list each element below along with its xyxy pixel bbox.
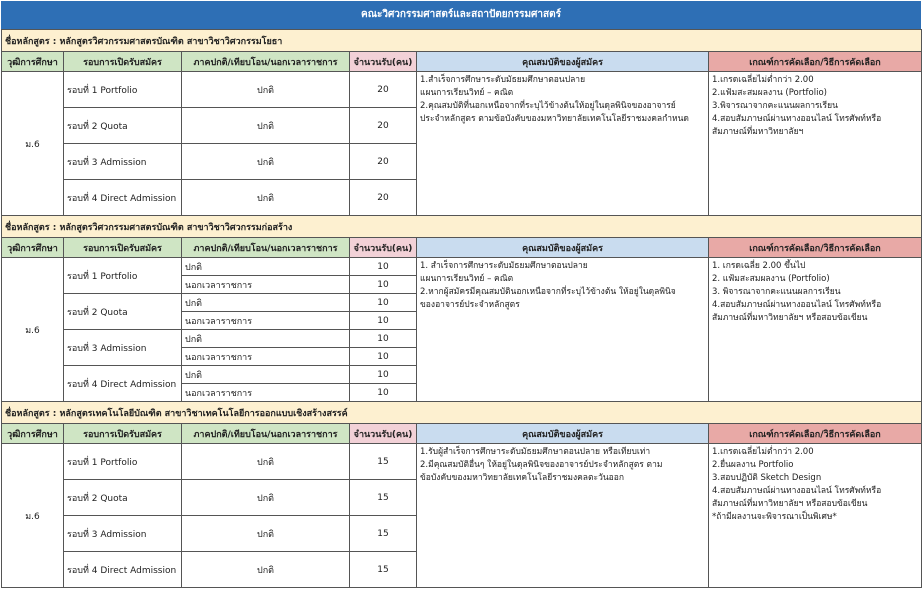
seats-cell: 10 bbox=[350, 384, 417, 402]
round-name-cell: รอบที่ 2 Quota bbox=[64, 108, 182, 144]
header-schedule-type: ภาคปกติ/เทียบโอน/นอกเวลาราชการ bbox=[182, 238, 350, 258]
schedule-type-cell: นอกเวลาราชการ bbox=[182, 384, 350, 402]
criteria-line: 3.พิจารณาจากคะแนนผลการเรียน bbox=[712, 101, 838, 111]
qualification-line: ข้อบังคับของมหาวิทยาลัยเทคโนโลยีราชมงคลตะวันออก bbox=[420, 473, 625, 483]
admission-table-body bbox=[2, 30, 922, 588]
program-label: ชื่อหลักสูตร : หลักสูตรวิศวกรรมศาสตรบัณฑิต สาขาวิชาวิศวกรรมโยธา bbox=[2, 30, 922, 52]
criteria-line: 3.สอบปฏิบัติ Sketch Design bbox=[712, 473, 822, 483]
round-name-cell: รอบที่ 1 Portfolio bbox=[64, 444, 182, 480]
seats-cell: 10 bbox=[350, 348, 417, 366]
program-label: ชื่อหลักสูตร : หลักสูตรวิศวกรรมศาสตรบัณฑิต สาขาวิชาวิศวกรรมก่อสร้าง bbox=[2, 216, 922, 238]
table-row bbox=[2, 72, 922, 108]
column-header-row bbox=[2, 424, 922, 444]
header-seats: จำนวนรับ(คน) bbox=[350, 424, 417, 444]
qualification-line: 2.หากผู้สมัครมีคุณสมบัตินอกเหนือจากที่ระบุไว้ข้างต้น ให้อยู่ในดุลพินิจ bbox=[420, 287, 676, 297]
qualification-line: แผนการเรียนวิทย์ – คณิต bbox=[420, 88, 514, 98]
selection-criteria-cell bbox=[709, 444, 922, 588]
qualification-line: 1.รับผู้สำเร็จการศึกษาระดับมัธยมศึกษาตอนปลาย หรือเทียบเท่า bbox=[420, 447, 651, 457]
seats-cell: 15 bbox=[350, 444, 417, 480]
table-row bbox=[2, 258, 922, 276]
header-seats: จำนวนรับ(คน) bbox=[350, 238, 417, 258]
header-qualification-level: วุฒิการศึกษา bbox=[2, 52, 64, 72]
criteria-line: 2.ยื่นผลงาน Portfolio bbox=[712, 460, 794, 470]
round-name-cell: รอบที่ 2 Quota bbox=[64, 480, 182, 516]
seats-cell: 20 bbox=[350, 72, 417, 108]
header-seats: จำนวนรับ(คน) bbox=[350, 52, 417, 72]
criteria-line: 4.สอบสัมภาษณ์ผ่านทางออนไลน์ โทรศัพท์หรือ bbox=[712, 114, 882, 124]
criteria-line: สัมภาษณ์ที่มหาวิทยาลัยฯ bbox=[712, 127, 804, 137]
schedule-type-cell: ปกติ bbox=[182, 444, 350, 480]
header-selection-criteria: เกณฑ์การคัดเลือก/วิธีการคัดเลือก bbox=[709, 52, 922, 72]
faculty-title: คณะวิศวกรรมศาสตร์และสถาปัตยกรรมศาสตร์ bbox=[1, 1, 921, 29]
header-round: รอบการเปิดรับสมัคร bbox=[64, 52, 182, 72]
header-round: รอบการเปิดรับสมัคร bbox=[64, 424, 182, 444]
seats-cell: 10 bbox=[350, 258, 417, 276]
schedule-type-cell: ปกติ bbox=[182, 108, 350, 144]
applicant-qualifications-cell bbox=[417, 258, 709, 402]
column-header-row bbox=[2, 238, 922, 258]
header-applicant-qualifications: คุณสมบัติของผู้สมัคร bbox=[417, 238, 709, 258]
schedule-type-cell: ปกติ bbox=[182, 330, 350, 348]
round-name-cell: รอบที่ 4 Direct Admission bbox=[64, 552, 182, 588]
qualification-level-cell: ม.6 bbox=[2, 258, 64, 402]
qualification-line: 2.คุณสมบัติที่นอกเหนือจากที่ระบุไว้ข้างต้นให้อยู่ในดุลพินิจของอาจารย์ bbox=[420, 101, 676, 111]
schedule-type-cell: ปกติ bbox=[182, 480, 350, 516]
selection-criteria-cell bbox=[709, 258, 922, 402]
qualification-line: 1. สำเร็จการศึกษาระดับมัธยมศึกษาตอนปลาย bbox=[420, 261, 588, 271]
criteria-line: 1.เกรดเฉลี่ยไม่ต่ำกว่า 2.00 bbox=[712, 75, 814, 85]
schedule-type-cell: ปกติ bbox=[182, 180, 350, 216]
program-label-row bbox=[2, 216, 922, 238]
admission-table bbox=[1, 29, 922, 588]
header-schedule-type: ภาคปกติ/เทียบโอน/นอกเวลาราชการ bbox=[182, 424, 350, 444]
round-name-cell: รอบที่ 1 Portfolio bbox=[64, 258, 182, 294]
schedule-type-cell: ปกติ bbox=[182, 516, 350, 552]
seats-cell: 20 bbox=[350, 144, 417, 180]
round-name-cell: รอบที่ 1 Portfolio bbox=[64, 72, 182, 108]
criteria-line: 4.สอบสัมภาษณ์ผ่านทางออนไลน์ โทรศัพท์หรือ bbox=[712, 300, 882, 310]
criteria-line: สัมภาษณ์ที่มหาวิทยาลัยฯ หรือสอบข้อเขียน bbox=[712, 499, 868, 509]
qualification-line: แผนการเรียนวิทย์ – คณิต bbox=[420, 274, 514, 284]
criteria-line: 2. แฟ้มสะสมผลงาน (Portfolio) bbox=[712, 274, 830, 284]
schedule-type-cell: ปกติ bbox=[182, 552, 350, 588]
round-name-cell: รอบที่ 2 Quota bbox=[64, 294, 182, 330]
round-name-cell: รอบที่ 3 Admission bbox=[64, 144, 182, 180]
qualification-level-cell: ม.6 bbox=[2, 444, 64, 588]
qualification-line: 2.มีคุณสมบัติอื่นๆ ให้อยู่ในดุลพินิจของอาจารย์ประจำหลักสูตร ตาม bbox=[420, 460, 663, 470]
round-name-cell: รอบที่ 3 Admission bbox=[64, 330, 182, 366]
program-label-row bbox=[2, 30, 922, 52]
seats-cell: 15 bbox=[350, 552, 417, 588]
table-row bbox=[2, 444, 922, 480]
qualification-line: ของอาจารย์ประจำหลักสูตร bbox=[420, 300, 520, 310]
applicant-qualifications-cell bbox=[417, 444, 709, 588]
seats-cell: 10 bbox=[350, 366, 417, 384]
criteria-line: 3. พิจารณาจากคะแนนผลการเรียน bbox=[712, 287, 841, 297]
seats-cell: 10 bbox=[350, 330, 417, 348]
schedule-type-cell: นอกเวลาราชการ bbox=[182, 348, 350, 366]
admission-table-page bbox=[1, 1, 921, 596]
seats-cell: 10 bbox=[350, 294, 417, 312]
criteria-line: 4.สอบสัมภาษณ์ผ่านทางออนไลน์ โทรศัพท์หรือ bbox=[712, 486, 882, 496]
schedule-type-cell: ปกติ bbox=[182, 294, 350, 312]
schedule-type-cell: นอกเวลาราชการ bbox=[182, 312, 350, 330]
schedule-type-cell: ปกติ bbox=[182, 366, 350, 384]
qualification-level-cell: ม.6 bbox=[2, 72, 64, 216]
applicant-qualifications-cell bbox=[417, 72, 709, 216]
header-selection-criteria: เกณฑ์การคัดเลือก/วิธีการคัดเลือก bbox=[709, 238, 922, 258]
seats-cell: 10 bbox=[350, 276, 417, 294]
header-schedule-type: ภาคปกติ/เทียบโอน/นอกเวลาราชการ bbox=[182, 52, 350, 72]
criteria-line: *ถ้ามีผลงานจะพิจารณาเป็นพิเศษ* bbox=[712, 512, 837, 522]
qualification-line: ประจำหลักสูตร ตามข้อบังคับของมหาวิทยาลัยเทคโนโลยีราชมงคลกำหนด bbox=[420, 114, 689, 124]
criteria-line: 1. เกรดเฉลี่ย 2.00 ขึ้นไป bbox=[712, 261, 806, 271]
selection-criteria-cell bbox=[709, 72, 922, 216]
column-header-row bbox=[2, 52, 922, 72]
schedule-type-cell: ปกติ bbox=[182, 258, 350, 276]
header-qualification-level: วุฒิการศึกษา bbox=[2, 424, 64, 444]
seats-cell: 15 bbox=[350, 480, 417, 516]
criteria-line: 2.แฟ้มสะสมผลงาน (Portfolio) bbox=[712, 88, 827, 98]
schedule-type-cell: นอกเวลาราชการ bbox=[182, 276, 350, 294]
criteria-line: 1.เกรดเฉลี่ยไม่ต่ำกว่า 2.00 bbox=[712, 447, 814, 457]
header-selection-criteria: เกณฑ์การคัดเลือก/วิธีการคัดเลือก bbox=[709, 424, 922, 444]
program-label: ชื่อหลักสูตร : หลักสูตรเทคโนโลยีบัณฑิต สาขาวิชาเทคโนโลยีการออกแบบเชิงสร้างสรรค์ bbox=[2, 402, 922, 424]
criteria-line: สัมภาษณ์ที่มหาวิทยาลัยฯ หรือสอบข้อเขียน bbox=[712, 313, 868, 323]
seats-cell: 20 bbox=[350, 180, 417, 216]
header-qualification-level: วุฒิการศึกษา bbox=[2, 238, 64, 258]
round-name-cell: รอบที่ 4 Direct Admission bbox=[64, 180, 182, 216]
header-applicant-qualifications: คุณสมบัติของผู้สมัคร bbox=[417, 424, 709, 444]
header-round: รอบการเปิดรับสมัคร bbox=[64, 238, 182, 258]
program-label-row bbox=[2, 402, 922, 424]
round-name-cell: รอบที่ 3 Admission bbox=[64, 516, 182, 552]
schedule-type-cell: ปกติ bbox=[182, 144, 350, 180]
schedule-type-cell: ปกติ bbox=[182, 72, 350, 108]
qualification-line: 1.สำเร็จการศึกษาระดับมัธยมศึกษาตอนปลาย bbox=[420, 75, 586, 85]
seats-cell: 15 bbox=[350, 516, 417, 552]
seats-cell: 20 bbox=[350, 108, 417, 144]
header-applicant-qualifications: คุณสมบัติของผู้สมัคร bbox=[417, 52, 709, 72]
round-name-cell: รอบที่ 4 Direct Admission bbox=[64, 366, 182, 402]
seats-cell: 10 bbox=[350, 312, 417, 330]
